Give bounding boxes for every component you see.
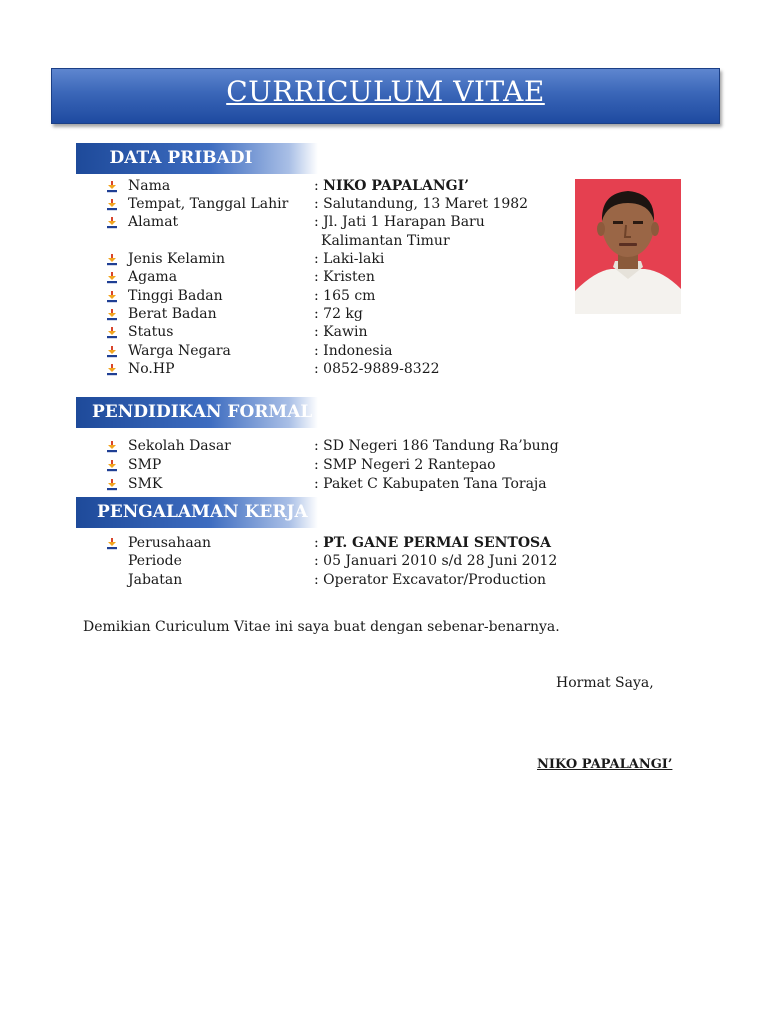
field-label: Warga Negara	[128, 343, 231, 359]
field-value: : Kawin	[314, 324, 368, 340]
section-header-data-pribadi	[76, 143, 318, 174]
field-label: Berat Badan	[128, 306, 217, 322]
section-header-pengalaman-kerja	[76, 497, 318, 528]
field-value: : Paket C Kabupaten Tana Toraja	[314, 476, 547, 492]
bullet-icon	[106, 479, 118, 491]
field-label: Jenis Kelamin	[128, 251, 225, 267]
bullet-icon	[106, 217, 118, 229]
bullet-icon	[106, 538, 118, 550]
bullet-icon	[106, 346, 118, 358]
field-label: Alamat	[128, 214, 179, 230]
section-title: PENGALAMAN KERJA	[97, 502, 308, 522]
field-value: : 0852-9889-8322	[314, 361, 440, 377]
bullet-icon	[106, 364, 118, 376]
bullet-icon	[106, 254, 118, 266]
title-banner	[51, 68, 720, 124]
signature-name: NIKO PAPALANGI’	[537, 757, 673, 772]
bullet-icon	[106, 460, 118, 472]
bullet-icon	[106, 181, 118, 193]
field-value: : Operator Excavator/Production	[314, 572, 547, 588]
section-title: PENDIDIKAN FORMAL	[92, 402, 313, 422]
field-label: Sekolah Dasar	[128, 438, 231, 454]
field-label: Status	[128, 324, 174, 340]
field-value: : Jl. Jati 1 Harapan Baru	[314, 214, 485, 230]
field-label: SMK	[128, 476, 163, 492]
bullet-icon	[106, 199, 118, 211]
field-label: Tinggi Badan	[128, 288, 223, 304]
section-header-pendidikan-formal	[76, 397, 318, 428]
profile-photo	[575, 179, 681, 314]
field-value: : SD Negeri 186 Tandung Ra’bung	[314, 438, 559, 454]
field-value: : 165 cm	[314, 288, 376, 304]
field-value: : PT. GANE PERMAI SENTOSA	[314, 535, 551, 551]
field-label: Periode	[128, 553, 182, 569]
field-label: No.HP	[128, 361, 175, 377]
closing-statement: Demikian Curiculum Vitae ini saya buat dengan sebenar-benarnya.	[83, 619, 560, 635]
field-value: : Salutandung, 13 Maret 1982	[314, 196, 529, 212]
field-value: Kalimantan Timur	[321, 233, 450, 249]
field-label: Agama	[128, 269, 178, 285]
field-label: Nama	[128, 178, 171, 194]
field-value: : 05 Januari 2010 s/d 28 Juni 2012	[314, 553, 558, 569]
field-label: Jabatan	[128, 572, 183, 588]
closing-regards: Hormat Saya,	[556, 675, 654, 691]
bullet-icon	[106, 272, 118, 284]
field-value: : 72 kg	[314, 306, 363, 322]
portrait-image	[575, 179, 681, 314]
bullet-icon	[106, 291, 118, 303]
field-value: : NIKO PAPALANGI’	[314, 178, 470, 194]
bullet-icon	[106, 309, 118, 321]
field-label: Perusahaan	[128, 535, 212, 551]
document-title: CURRICULUM VITAE	[226, 75, 545, 108]
field-label: SMP	[128, 457, 162, 473]
bullet-icon	[106, 441, 118, 453]
section-title: DATA PRIBADI	[109, 148, 253, 168]
field-value: : Kristen	[314, 269, 375, 285]
field-value: : Laki-laki	[314, 251, 385, 267]
bullet-icon	[106, 327, 118, 339]
field-value: : Indonesia	[314, 343, 393, 359]
field-value: : SMP Negeri 2 Rantepao	[314, 457, 496, 473]
field-label: Tempat, Tanggal Lahir	[128, 196, 289, 212]
